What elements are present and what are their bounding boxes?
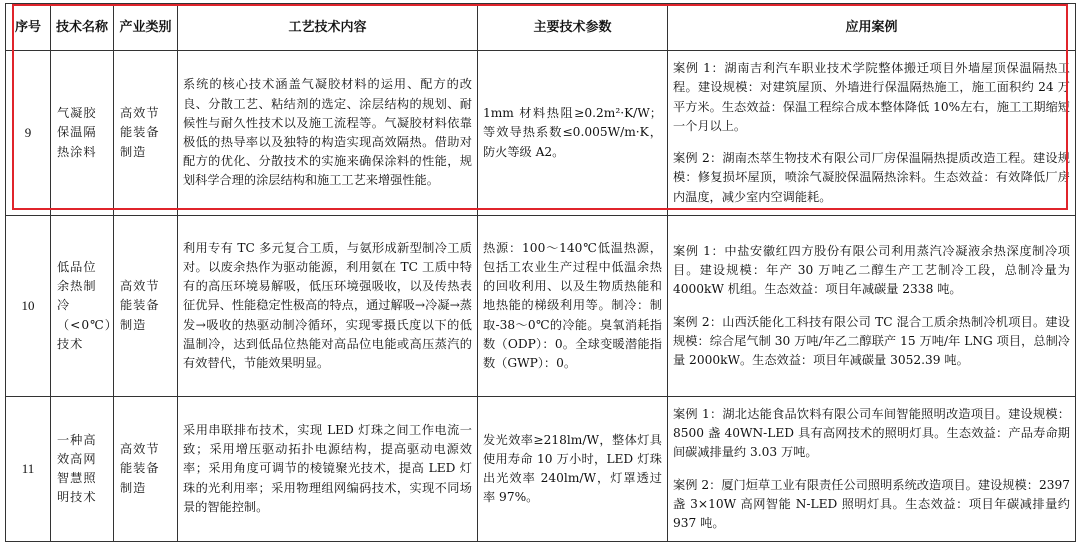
application-cases <box>668 397 1076 542</box>
tech-params: 1mm 材料热阻≥0.2m²·K/W；等效导热系数≤0.005W/m·K，防火等级 A2。 <box>478 51 668 216</box>
process-content: 采用串联排布技术，实现 LED 灯珠之间工作电流一致；采用增压驱动拓扑电源结构，提高驱动电源效率；采用角度可调节的棱镜聚光技术，提高 LED 灯珠的光利用率；采用物理组网编码技术，实现不同场景的智能控制。 <box>178 397 478 542</box>
process-content: 利用专有 TC 多元复合工质，与氨形成新型制冷工质对。以废余热作为驱动能源，利用氨在 TC 工质中特有的高压环境易解吸，低压环境强吸收，以及传热表征优异、性能稳定性极高的特点，通过解吸→冷凝→蒸发→吸收的热驱动制冷循环，实现零摄氏度以下的低温制冷，达到低品位热能对高品位电能或高压蒸汽的有效替代，节能效果明显。 <box>178 216 478 397</box>
process-content: 系统的核心技术涵盖气凝胶材料的运用、配方的改良、分散工艺、粘结剂的选定、涂层结构的规划、耐候性与耐久性技术以及施工流程等。气凝胶材料依靠极低的热导率以及独特的构造实现高效隔热。借助对配方的优化、分散技术的实施来确保涂料的性能，规划科学合理的涂层结构和施工工艺来增强性能。 <box>178 51 478 216</box>
row-number: 11 <box>6 397 51 542</box>
header-name: 技术名称 <box>51 4 114 51</box>
case-2: 案例 2：湖南杰萃生物技术有限公司厂房保温隔热提质改造工程。建设规模：修复损坏屋顶，喷涂气凝胶保温隔热涂料。生态效益：有效降低厂房内温度，减少室内空调能耗。 <box>673 151 1070 204</box>
header-category: 产业类别 <box>114 4 178 51</box>
case-1: 案例 1：湖南吉利汽车职业技术学院整体搬迁项目外墙屋顶保温隔热工程。建设规模：对建筑屋顶、外墙进行保温隔热施工，施工面积约 24 万平方米。生态效益：保温工程综合成本整体降低 10%左右，施工工期缩短一个月以上。 <box>673 61 1070 133</box>
tech-name: 气凝胶保温隔热涂料 <box>51 51 114 216</box>
tech-params: 热源：100～140℃低温热源，包括工农业生产过程中低温余热的回收利用、以及生物质热能和地热能的梯级利用等。制冷：制取-38～0℃的冷能。臭氧消耗指数（ODP）：0。全球变暖潜能指数（GWP）：0。 <box>478 216 668 397</box>
application-cases <box>668 51 1076 216</box>
table-row <box>6 397 1076 542</box>
technology-table <box>5 3 1076 542</box>
header-row <box>6 4 1076 51</box>
case-2: 案例 2：厦门烜草工业有限责任公司照明系统改造项目。建设规模：2397 盏 3×10W 高网智能 N-LED 照明灯具。生态效益：项目年碳减排量约 937 吨。 <box>673 477 1070 530</box>
tech-name: 低品位余热制冷（<0℃）技术 <box>51 216 114 397</box>
case-2: 案例 2：山西沃能化工科技有限公司 TC 混合工质余热制冷机项目。建设规模：综合尾气制 30 万吨/年乙二醇联产 15 万吨/年 LNG 项目，总制冷量 2000kW。生态效益：项目年减碳量 3052.39 吨。 <box>673 314 1070 367</box>
row-number: 10 <box>6 216 51 397</box>
header-params: 主要技术参数 <box>478 4 668 51</box>
tech-name: 一种高效高网智慧照明技术 <box>51 397 114 542</box>
header-cases: 应用案例 <box>668 4 1076 51</box>
industry-category: 高效节能装备制造 <box>114 216 178 397</box>
application-cases <box>668 216 1076 397</box>
table-row <box>6 216 1076 397</box>
case-1: 案例 1：中盐安徽红四方股份有限公司利用蒸汽冷凝液余热深度制冷项目。建设规模：年产 30 万吨乙二醇生产工艺制冷工段，总制冷量为 4000kW 机组。生态效益：项目年减碳量 2338 吨。 <box>673 243 1070 297</box>
header-num: 序号 <box>6 4 51 51</box>
industry-category: 高效节能装备制造 <box>114 51 178 216</box>
tech-params: 发光效率≥218lm/W，整体灯具使用寿命 10 万小时，LED 灯珠出光效率 240lm/W，灯罩透过率 97%。 <box>478 397 668 542</box>
case-1: 案例 1：湖北达能食品饮料有限公司车间智能照明改造项目。建设规模：8500 盏 40WN-LED 具有高网技术的照明灯具。生态效益：产品寿命期间碳减排量约 3.03 万吨。 <box>673 406 1070 460</box>
table-row <box>6 51 1076 216</box>
header-content: 工艺技术内容 <box>178 4 478 51</box>
row-number: 9 <box>6 51 51 216</box>
industry-category: 高效节能装备制造 <box>114 397 178 542</box>
